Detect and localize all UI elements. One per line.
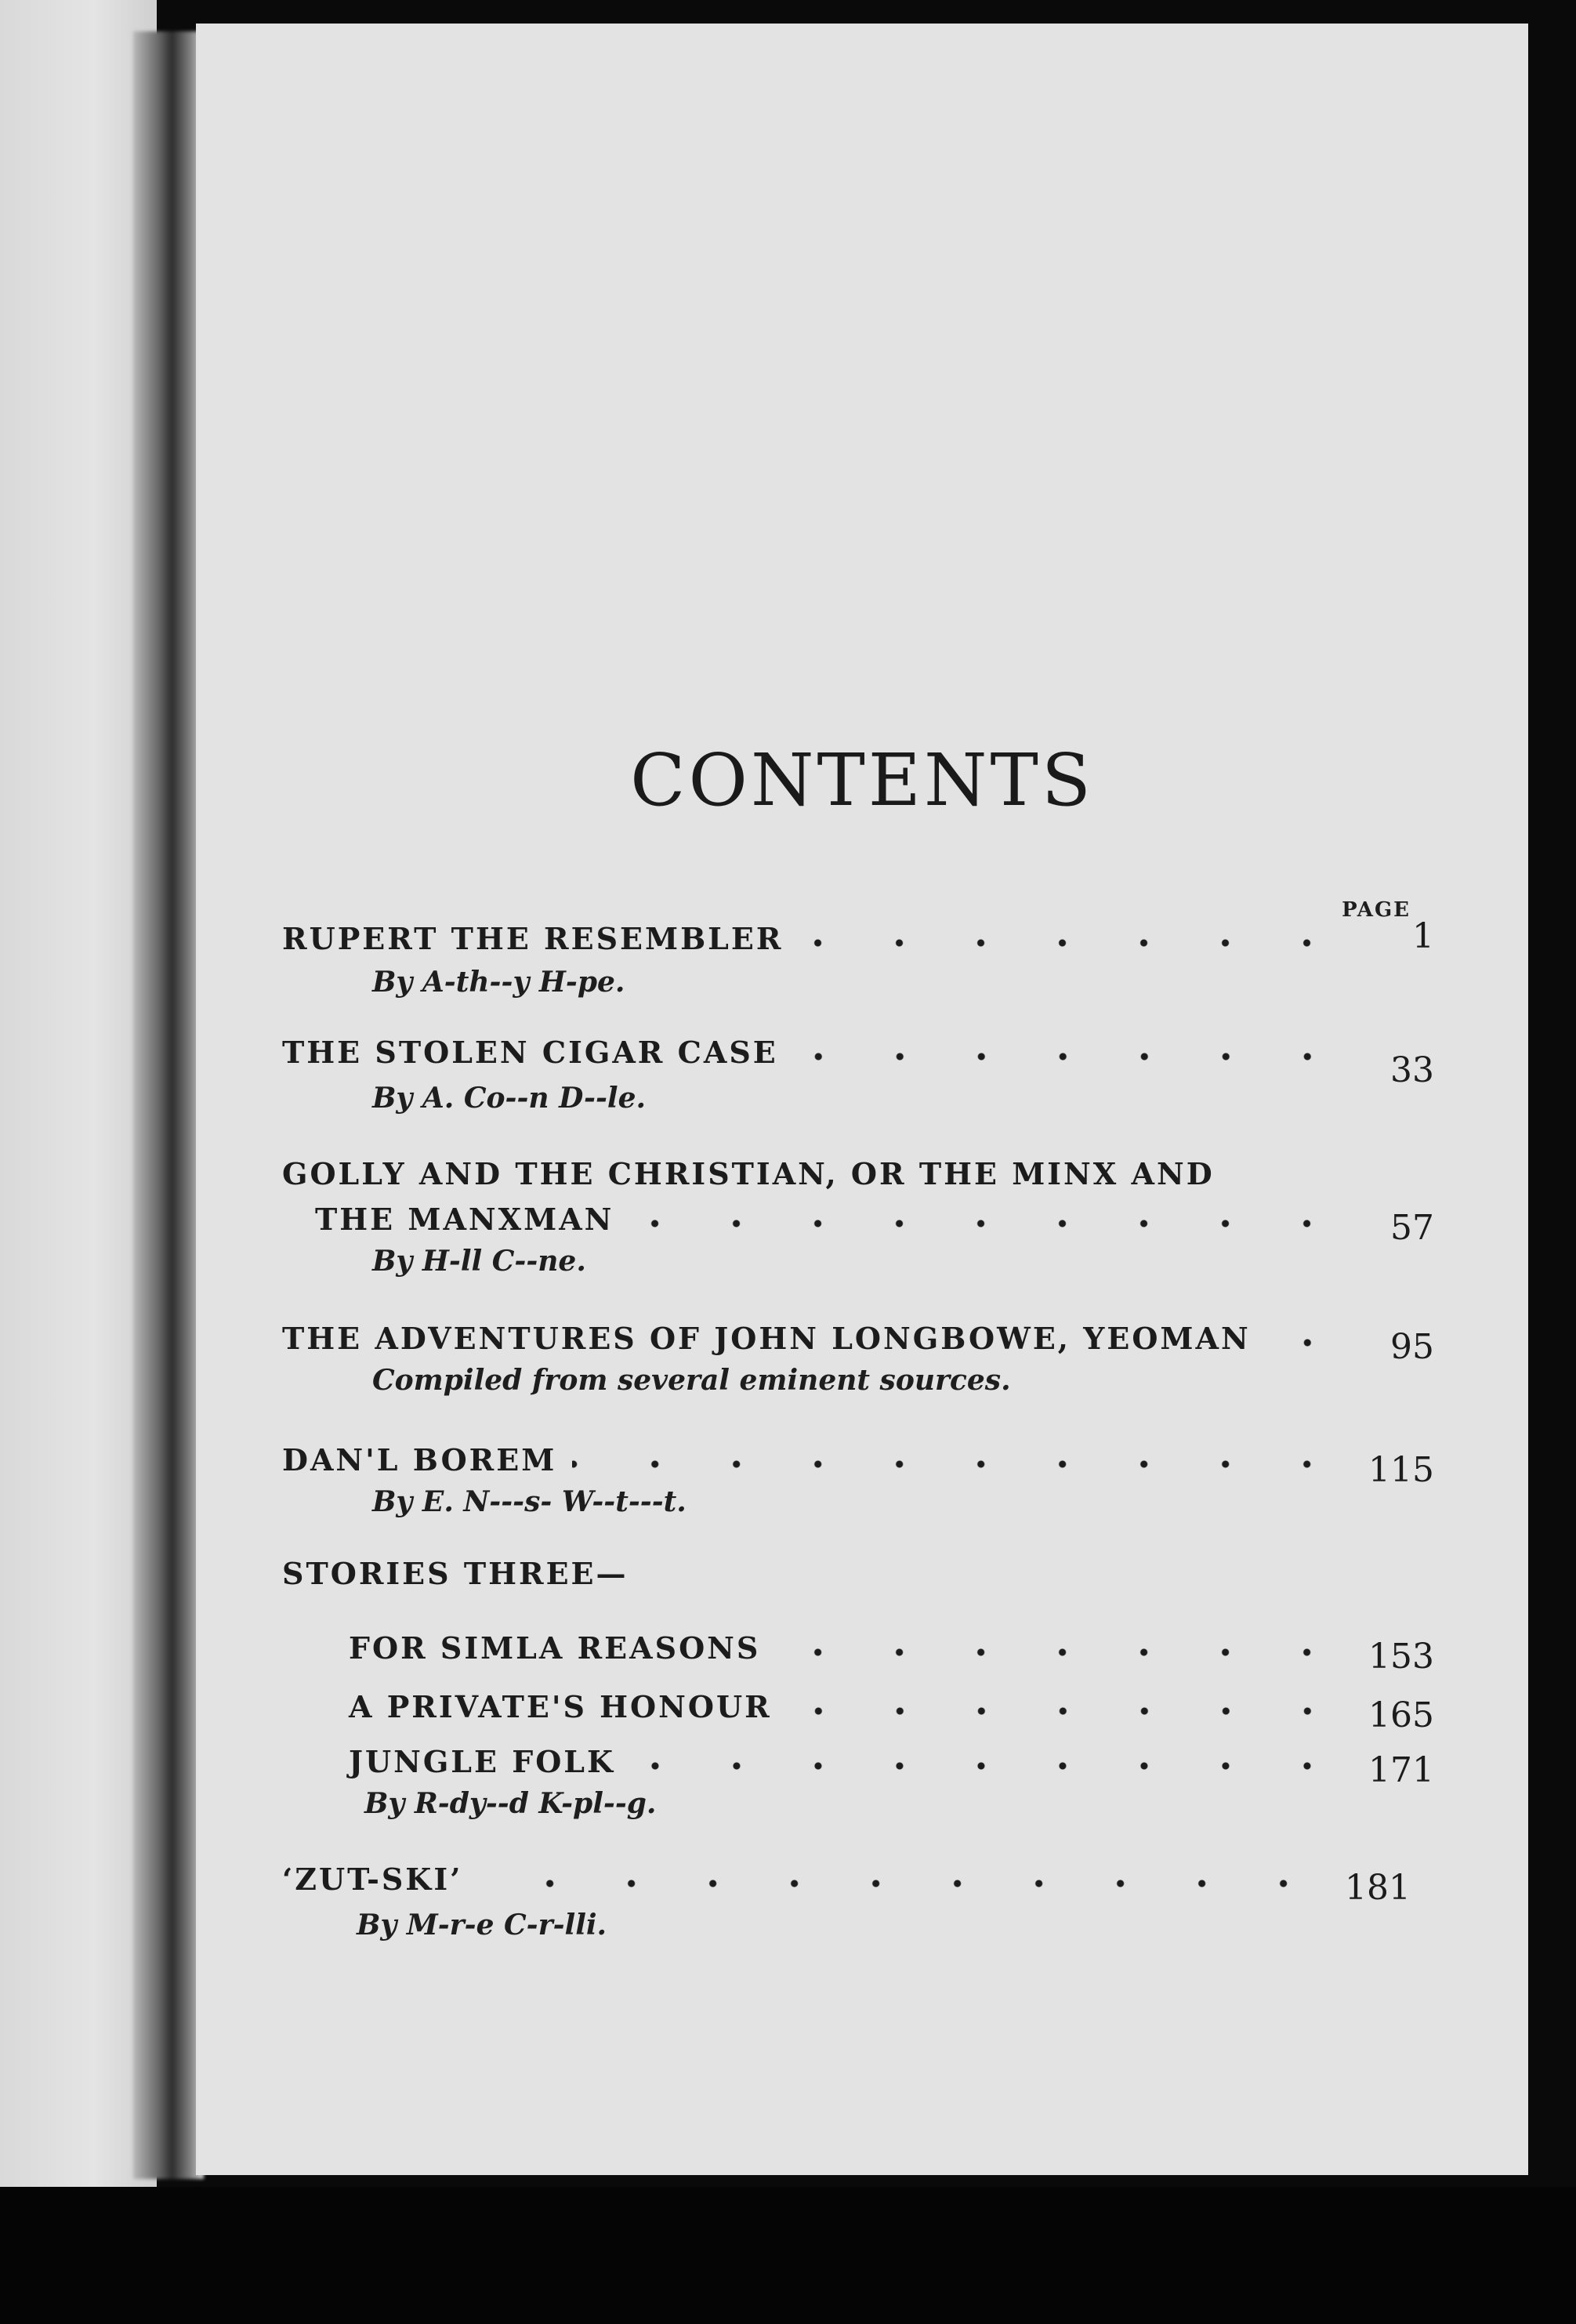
- toc-entry-title: DAN'L BOREM: [282, 1442, 557, 1477]
- toc-entry-title: RUPERT THE RESEMBLER: [282, 921, 784, 956]
- dot-leader: [572, 1459, 1348, 1470]
- scan-border: [0, 2187, 1576, 2324]
- book-gutter: [133, 31, 204, 2179]
- toc-entry[interactable]: [349, 1732, 1434, 1790]
- toc-page-number: 115: [1368, 1450, 1434, 1490]
- toc-entry-title: THE STOLEN CIGAR CASE: [282, 1035, 778, 1070]
- dot-leader: [629, 1218, 1348, 1229]
- dot-leader: [631, 1760, 1348, 1771]
- toc-page-number: 181: [1345, 1868, 1411, 1908]
- dot-leader: [478, 1878, 1324, 1889]
- toc-entry[interactable]: [315, 1190, 1434, 1248]
- dot-leader: [794, 1051, 1348, 1062]
- toc-entry[interactable]: [282, 1144, 1364, 1191]
- toc-entry-title: THE ADVENTURES OF JOHN LONGBOWE, YEOMAN: [282, 1321, 1251, 1356]
- toc-byline: By M-r-e C-r-lli.: [357, 1909, 607, 1942]
- toc-page-number: 1: [1412, 916, 1434, 956]
- toc-page-number: 57: [1390, 1208, 1434, 1248]
- toc-entry-title: GOLLY AND THE CHRISTIAN, OR THE MINX AND: [282, 1156, 1215, 1191]
- toc-entry[interactable]: [282, 1309, 1434, 1367]
- toc-byline: By H-ll C--ne.: [372, 1245, 586, 1278]
- toc-entry[interactable]: [282, 1430, 1434, 1490]
- toc-entry-title: STORIES THREE—: [282, 1556, 629, 1591]
- toc-entry[interactable]: [282, 1023, 1434, 1090]
- toc-entry-title-continued: THE MANXMAN: [315, 1202, 614, 1237]
- toc-entry-title: ‘ZUT-SKI’: [282, 1862, 463, 1897]
- dot-leader: [799, 937, 1348, 948]
- toc-section-heading[interactable]: [282, 1544, 1434, 1591]
- dot-leader: [788, 1706, 1348, 1717]
- toc-page-number: 95: [1390, 1327, 1434, 1367]
- toc-entry[interactable]: [349, 1619, 1434, 1677]
- toc-page-number: 33: [1390, 1050, 1434, 1090]
- page-title: CONTENTS: [630, 738, 1094, 822]
- toc-byline: By R-dy--d K-pl--g.: [364, 1787, 657, 1820]
- toc-entry-title: A PRIVATE'S HONOUR: [349, 1689, 772, 1724]
- toc-page-number: 153: [1368, 1637, 1434, 1677]
- toc-entry-title: FOR SIMLA REASONS: [349, 1630, 761, 1666]
- toc-page-number: 165: [1368, 1695, 1434, 1735]
- dot-leader: [776, 1647, 1348, 1658]
- toc-byline: Compiled from several eminent sources.: [372, 1364, 1011, 1397]
- toc-entry[interactable]: [282, 909, 1434, 956]
- toc-entry-title: JUNGLE FOLK: [349, 1744, 616, 1779]
- toc-entry[interactable]: [282, 1850, 1411, 1908]
- toc-entry[interactable]: [349, 1677, 1434, 1735]
- toc-byline: By E. N---s- W--t---t.: [372, 1485, 687, 1518]
- contents-page: [196, 24, 1528, 2175]
- dot-leader: [1266, 1337, 1348, 1348]
- page-column-label: PAGE: [1342, 898, 1411, 922]
- toc-byline: By A. Co--n D--le.: [372, 1082, 647, 1115]
- toc-byline: By A-th--y H-pe.: [372, 966, 625, 999]
- toc-page-number: 171: [1368, 1750, 1434, 1790]
